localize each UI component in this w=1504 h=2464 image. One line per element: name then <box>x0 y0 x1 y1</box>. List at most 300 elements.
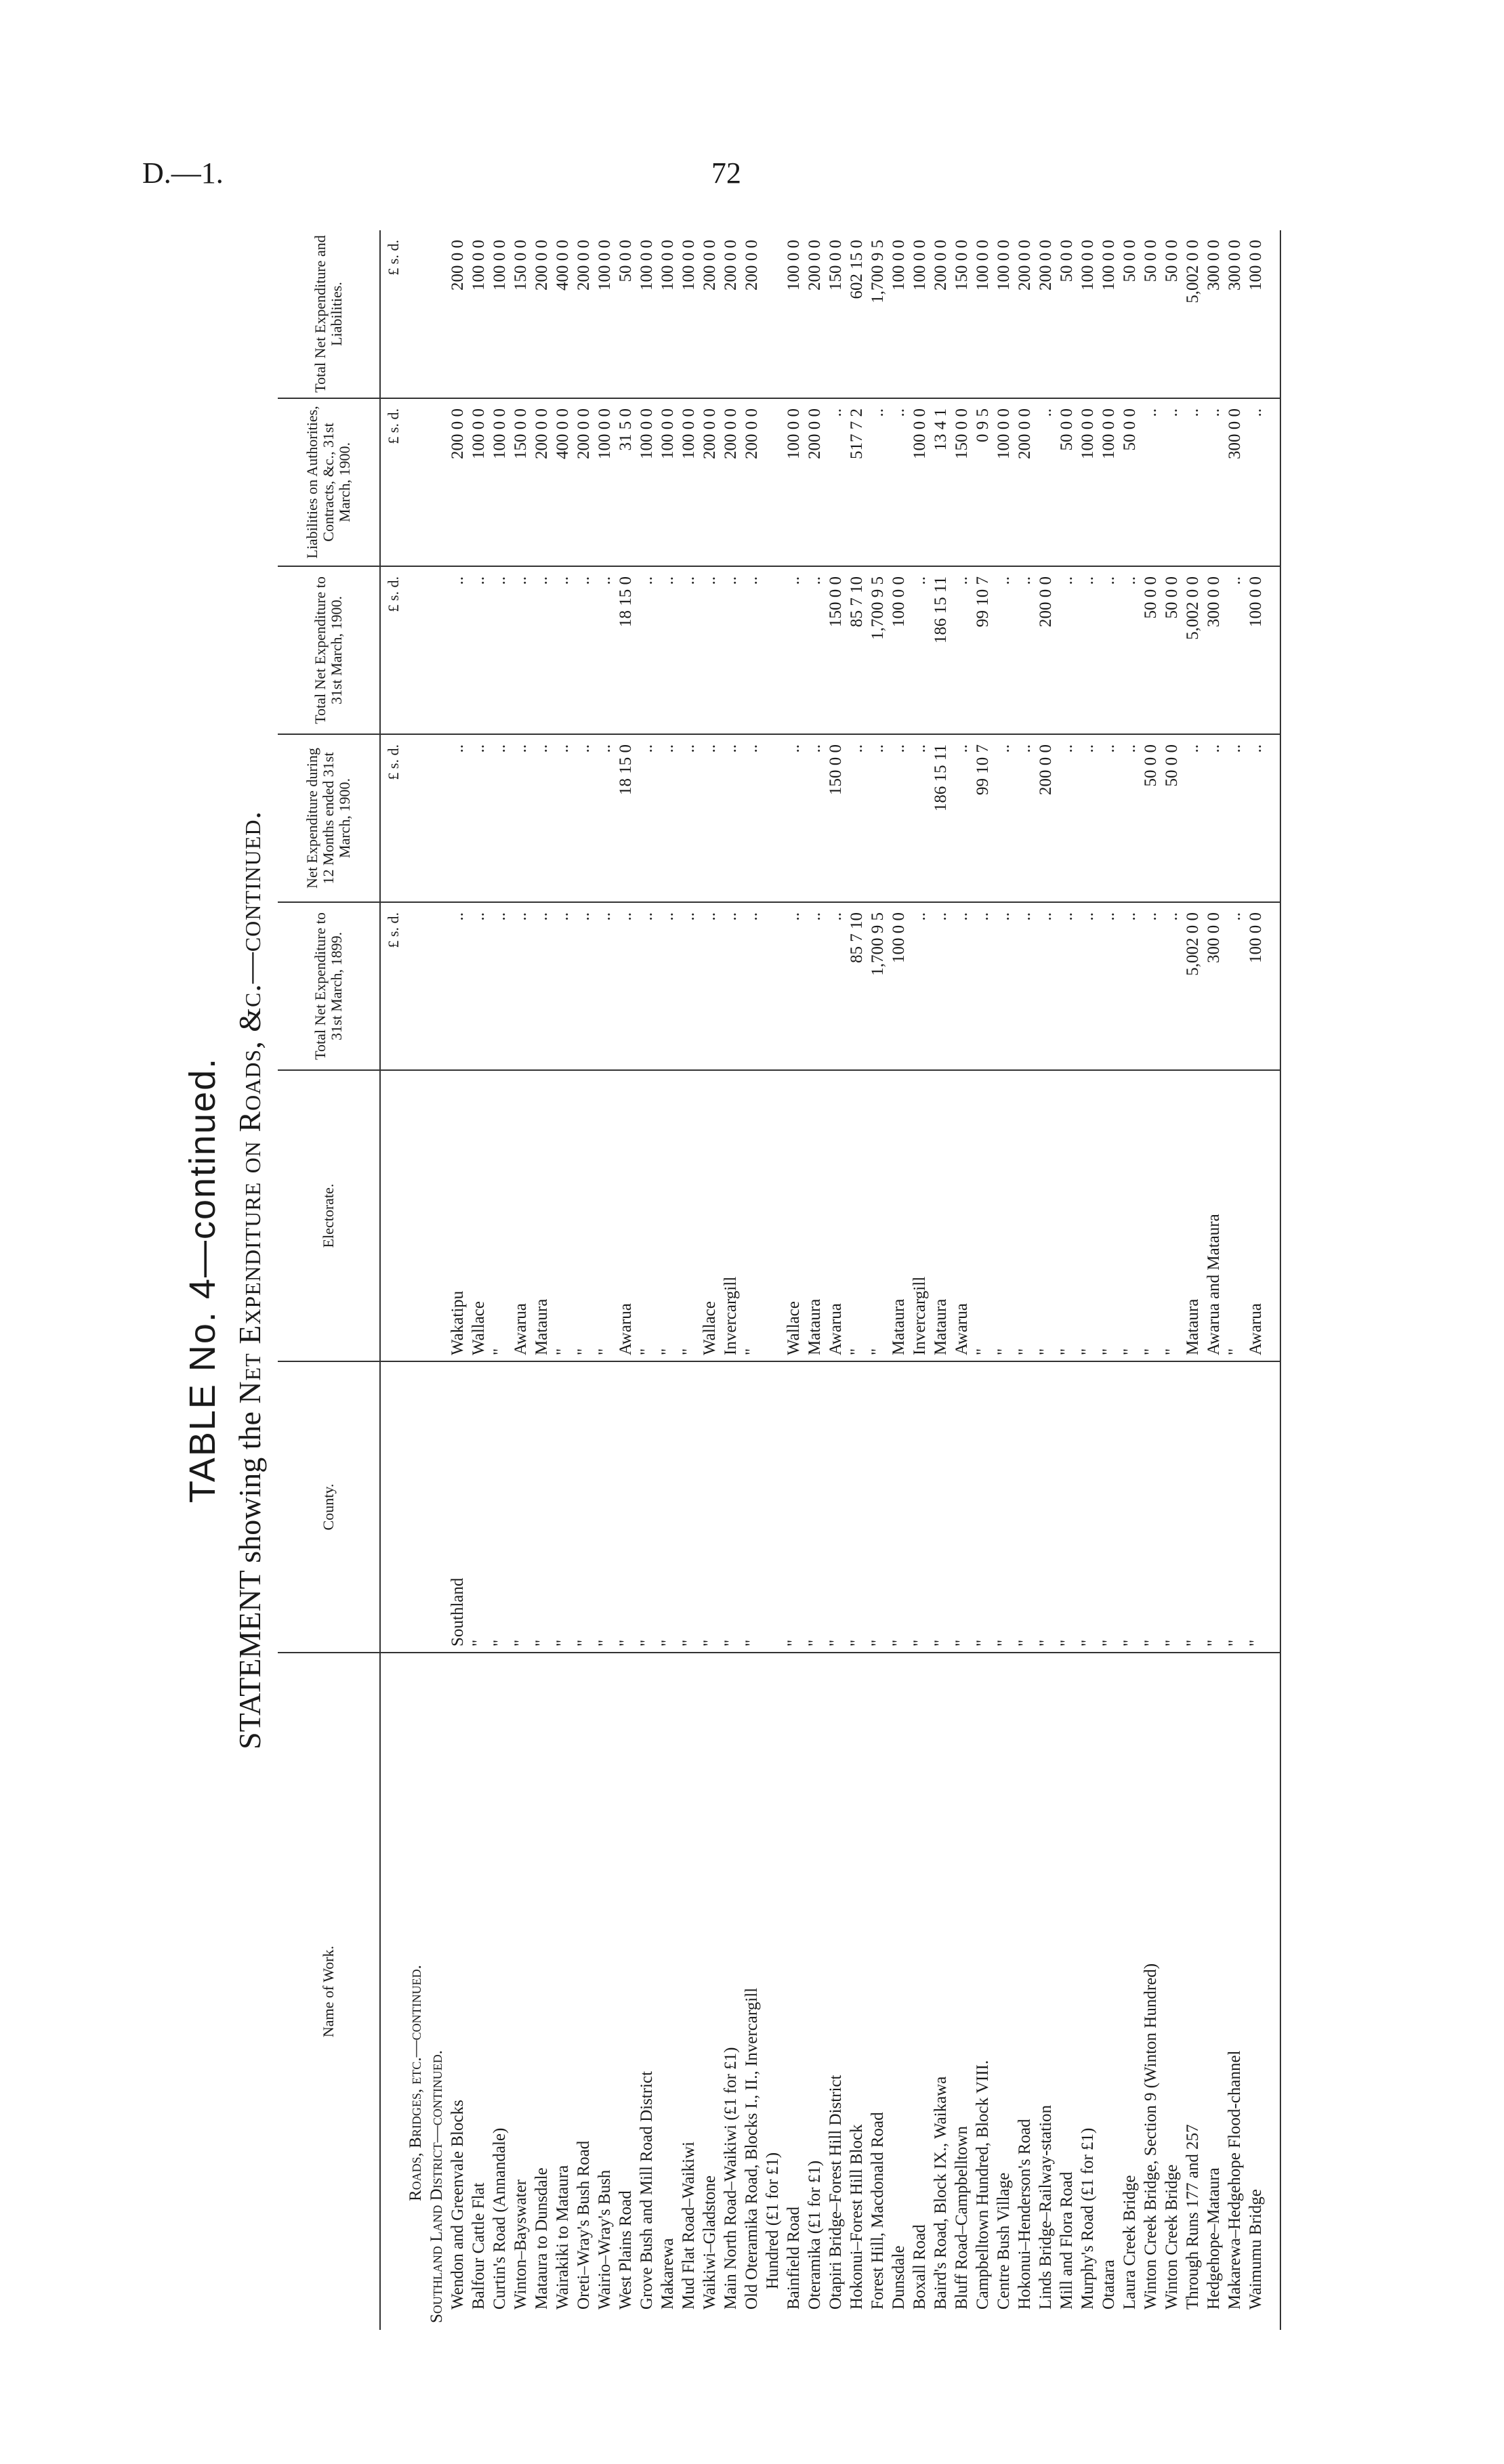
liabilities-cell <box>405 398 426 566</box>
liabilities-cell: 50 0 0 <box>1056 398 1077 566</box>
net-12-months-cell: .. <box>867 734 888 902</box>
table-row <box>1203 230 1224 2330</box>
total-with-liabilities-cell: 50 0 0 <box>1161 230 1182 398</box>
table-row <box>594 230 615 2330</box>
liabilities-cell: .. <box>888 398 909 566</box>
total-1899-cell: 1,700 9 5 <box>867 902 888 1070</box>
electorate-cell: Mataura <box>930 1070 951 1361</box>
liabilities-cell: 200 0 0 <box>699 398 720 566</box>
county-cell: " <box>846 1361 867 1653</box>
net-12-months-cell: .. <box>1014 734 1035 902</box>
county-cell: " <box>573 1361 594 1653</box>
electorate-cell: " <box>1014 1070 1035 1361</box>
liabilities-cell <box>762 398 783 566</box>
total-1899-cell: .. <box>573 902 594 1070</box>
work-name-cell: Balfour Cattle Flat <box>469 2182 488 2310</box>
net-12-months-cell: .. <box>657 734 678 902</box>
total-1899-cell: 100 0 0 <box>1245 902 1266 1070</box>
total-with-liabilities-cell: 602 15 0 <box>846 230 867 398</box>
total-with-liabilities-cell: 200 0 0 <box>804 230 825 398</box>
table-row <box>1140 230 1161 2330</box>
total-with-liabilities-cell: 200 0 0 <box>1014 230 1035 398</box>
total-with-liabilities-cell: 50 0 0 <box>1119 230 1140 398</box>
net-12-months-cell: .. <box>993 734 1014 902</box>
electorate-cell: " <box>1140 1070 1161 1361</box>
total-with-liabilities-cell: 100 0 0 <box>1245 230 1266 398</box>
county-cell: " <box>1203 1361 1224 1653</box>
net-12-months-cell: .. <box>531 734 552 902</box>
total-1900-cell <box>426 566 447 734</box>
header-liabilities: Liabilities on Authorities, Contracts, &c., 31st March, 1900. <box>278 398 380 566</box>
work-name-cell: Murphy's Road (£1 for £1) <box>1079 2127 1097 2310</box>
total-1899-cell: .. <box>804 902 825 1070</box>
work-name-cell: Main North Road–Waikiwi (£1 for £1) <box>722 2047 740 2310</box>
work-name-cell: Bainfield Road <box>785 2206 803 2310</box>
work-name-cell: Mud Flat Road–Waikiwi <box>680 2142 698 2310</box>
county-cell: " <box>1224 1361 1245 1653</box>
electorate-cell <box>762 1070 783 1361</box>
subtitle-smallcaps: Net Expenditure on Roads, &c.—continued. <box>232 811 267 1404</box>
net-12-months-cell: .. <box>1182 734 1203 902</box>
total-1899-cell: .. <box>468 902 489 1070</box>
net-12-months-cell: 200 0 0 <box>1035 734 1056 902</box>
total-with-liabilities-cell: 50 0 0 <box>1140 230 1161 398</box>
county-cell: " <box>1182 1361 1203 1653</box>
electorate-cell <box>405 1070 426 1361</box>
work-name-cell: Mill and Flora Road <box>1058 2171 1076 2310</box>
units-label: £ s. d. <box>380 734 405 902</box>
table-row <box>1182 230 1203 2330</box>
work-name-cell: Oteramika (£1 for £1) <box>806 2160 824 2310</box>
total-1900-cell <box>405 566 426 734</box>
electorate-cell: Awarua <box>510 1070 531 1361</box>
total-1900-cell: 100 0 0 <box>1245 566 1266 734</box>
liabilities-cell: 200 0 0 <box>720 398 741 566</box>
header-net-12-months: Net Expenditure during 12 Months ended 31st March, 1900. <box>278 734 380 902</box>
net-12-months-cell <box>762 734 783 902</box>
total-with-liabilities-cell: 200 0 0 <box>930 230 951 398</box>
total-1899-cell <box>426 902 447 1070</box>
liabilities-cell: 50 0 0 <box>1119 398 1140 566</box>
net-12-months-cell: .. <box>720 734 741 902</box>
work-name-cell: Makarewa <box>659 2238 677 2310</box>
table-title: TABLE No. 4—continued. <box>182 1057 223 1504</box>
total-1900-cell: .. <box>1224 566 1245 734</box>
total-1900-cell: .. <box>594 566 615 734</box>
total-with-liabilities-cell: 100 0 0 <box>1098 230 1119 398</box>
work-name-cell: Centre Bush Village <box>995 2172 1013 2310</box>
electorate-cell: Mataura <box>531 1070 552 1361</box>
total-with-liabilities-cell: 200 0 0 <box>531 230 552 398</box>
work-name-cell: Waimumu Bridge <box>1247 2189 1265 2310</box>
table-row <box>468 230 489 2330</box>
total-with-liabilities-cell: 300 0 0 <box>1203 230 1224 398</box>
table-row <box>783 230 804 2330</box>
table-row <box>1224 230 1245 2330</box>
total-1900-cell: .. <box>720 566 741 734</box>
county-cell: " <box>1245 1361 1266 1653</box>
liabilities-cell: 100 0 0 <box>657 398 678 566</box>
total-1900-cell: .. <box>573 566 594 734</box>
total-1900-cell: .. <box>636 566 657 734</box>
total-1900-cell: 186 15 11 <box>930 566 951 734</box>
total-with-liabilities-cell: 200 0 0 <box>720 230 741 398</box>
county-cell: " <box>972 1361 993 1653</box>
work-name-cell: Roads, Bridges, etc.—continued. <box>406 1965 425 2201</box>
total-with-liabilities-cell: 1,700 9 5 <box>867 230 888 398</box>
electorate-cell: " <box>867 1070 888 1361</box>
table-row <box>657 230 678 2330</box>
rotated-statement <box>169 230 1335 2330</box>
electorate-cell: " <box>636 1070 657 1361</box>
electorate-cell: " <box>594 1070 615 1361</box>
total-with-liabilities-cell: 100 0 0 <box>888 230 909 398</box>
net-12-months-cell: .. <box>783 734 804 902</box>
total-1899-cell: .. <box>909 902 930 1070</box>
total-1900-cell: .. <box>657 566 678 734</box>
net-12-months-cell: .. <box>699 734 720 902</box>
liabilities-cell: .. <box>1161 398 1182 566</box>
total-1899-cell: .. <box>552 902 573 1070</box>
liabilities-cell: .. <box>1035 398 1056 566</box>
total-with-liabilities-cell: 150 0 0 <box>951 230 972 398</box>
table-row <box>615 230 636 2330</box>
county-cell: " <box>699 1361 720 1653</box>
liabilities-cell: 100 0 0 <box>489 398 510 566</box>
electorate-cell: " <box>972 1070 993 1361</box>
electorate-cell: " <box>678 1070 699 1361</box>
liabilities-cell: 100 0 0 <box>594 398 615 566</box>
work-name-cell: Grove Bush and Mill Road District <box>638 2070 656 2310</box>
electorate-cell: Mataura <box>888 1070 909 1361</box>
electorate-cell: " <box>552 1070 573 1361</box>
total-with-liabilities-cell: 300 0 0 <box>1224 230 1245 398</box>
total-1899-cell: .. <box>447 902 468 1070</box>
total-with-liabilities-cell <box>426 230 447 398</box>
electorate-cell: Awarua and Mataura <box>1203 1070 1224 1361</box>
county-cell: " <box>510 1361 531 1653</box>
net-12-months-cell: .. <box>1203 734 1224 902</box>
total-1900-cell: .. <box>510 566 531 734</box>
total-1899-cell: .. <box>1140 902 1161 1070</box>
total-1899-cell: .. <box>1161 902 1182 1070</box>
liabilities-cell: 200 0 0 <box>447 398 468 566</box>
net-12-months-cell <box>426 734 447 902</box>
table-row <box>1077 230 1098 2330</box>
total-1900-cell: 18 15 0 <box>615 566 636 734</box>
county-cell: " <box>888 1361 909 1653</box>
liabilities-cell: 100 0 0 <box>468 398 489 566</box>
total-1899-cell: .. <box>1098 902 1119 1070</box>
electorate-cell: Invercargill <box>909 1070 930 1361</box>
total-1899-cell: .. <box>615 902 636 1070</box>
electorate-cell: " <box>1161 1070 1182 1361</box>
table-row <box>426 230 447 2330</box>
total-1899-cell: .. <box>510 902 531 1070</box>
county-cell: " <box>1077 1361 1098 1653</box>
total-1900-cell: .. <box>489 566 510 734</box>
work-name-cell: Campbelltown Hundred, Block VIII. <box>974 2060 992 2310</box>
work-name-cell: Southland Land District—continued. <box>427 2050 446 2323</box>
work-name-cell: Through Runs 177 and 257 <box>1184 2124 1202 2310</box>
county-cell: " <box>489 1361 510 1653</box>
table-row <box>1161 230 1182 2330</box>
total-1900-cell: 50 0 0 <box>1140 566 1161 734</box>
total-with-liabilities-cell: 200 0 0 <box>699 230 720 398</box>
total-with-liabilities-cell: 150 0 0 <box>825 230 846 398</box>
liabilities-cell: 150 0 0 <box>951 398 972 566</box>
net-12-months-cell: 99 10 7 <box>972 734 993 902</box>
county-cell: " <box>930 1361 951 1653</box>
total-with-liabilities-cell: 100 0 0 <box>909 230 930 398</box>
total-with-liabilities-cell <box>762 230 783 398</box>
work-name-cell: Hedgehope–Mataura <box>1205 2167 1223 2310</box>
net-12-months-cell: .. <box>489 734 510 902</box>
total-1900-cell: 99 10 7 <box>972 566 993 734</box>
work-name-cell: Winton Creek Bridge, Section 9 (Winton Hundred) <box>1142 1963 1160 2310</box>
total-1900-cell: 150 0 0 <box>825 566 846 734</box>
liabilities-cell: 100 0 0 <box>1077 398 1098 566</box>
net-12-months-cell: .. <box>447 734 468 902</box>
total-with-liabilities-cell: 100 0 0 <box>972 230 993 398</box>
electorate-cell: " <box>1077 1070 1098 1361</box>
units-row <box>380 230 405 2330</box>
county-cell: " <box>867 1361 888 1653</box>
liabilities-cell: 200 0 0 <box>741 398 762 566</box>
electorate-cell: " <box>573 1070 594 1361</box>
county-cell <box>762 1361 783 1653</box>
county-cell <box>405 1361 426 1653</box>
county-cell: " <box>1035 1361 1056 1653</box>
county-cell: " <box>594 1361 615 1653</box>
county-cell: " <box>1140 1361 1161 1653</box>
net-12-months-cell: .. <box>468 734 489 902</box>
total-1899-cell: .. <box>930 902 951 1070</box>
net-12-months-cell: 18 15 0 <box>615 734 636 902</box>
total-1899-cell: .. <box>594 902 615 1070</box>
work-name-cell: Wairakiki to Mataura <box>553 2165 572 2310</box>
liabilities-cell: .. <box>825 398 846 566</box>
total-1900-cell: .. <box>741 566 762 734</box>
total-1899-cell: .. <box>972 902 993 1070</box>
liabilities-cell: 200 0 0 <box>531 398 552 566</box>
header-county: County. <box>278 1361 380 1653</box>
county-cell: " <box>825 1361 846 1653</box>
county-cell: " <box>636 1361 657 1653</box>
work-name-cell: Old Oteramika Road, Blocks I., II., Invercargill <box>743 1987 761 2310</box>
total-1900-cell: .. <box>783 566 804 734</box>
electorate-cell <box>426 1070 447 1361</box>
header-electorate: Electorate. <box>278 1070 380 1361</box>
total-1900-cell: 5,002 0 0 <box>1182 566 1203 734</box>
total-1899-cell: .. <box>783 902 804 1070</box>
county-cell: " <box>1014 1361 1035 1653</box>
electorate-cell: " <box>1098 1070 1119 1361</box>
table-row <box>825 230 846 2330</box>
total-with-liabilities-cell: 50 0 0 <box>615 230 636 398</box>
county-cell: " <box>531 1361 552 1653</box>
table-bottom-rule <box>1266 230 1280 2330</box>
total-1899-cell: 300 0 0 <box>1203 902 1224 1070</box>
net-12-months-cell: .. <box>741 734 762 902</box>
table-row <box>510 230 531 2330</box>
total-1900-cell: .. <box>951 566 972 734</box>
county-cell: " <box>720 1361 741 1653</box>
units-label: £ s. d. <box>380 566 405 734</box>
total-1900-cell: .. <box>909 566 930 734</box>
electorate-cell: " <box>1119 1070 1140 1361</box>
header-total-with-liabilities: Total Net Expenditure and Liabilities. <box>278 230 380 398</box>
header-total-1900: Total Net Expenditure to 31st March, 1900. <box>278 566 380 734</box>
table-row <box>1119 230 1140 2330</box>
total-with-liabilities-cell: 100 0 0 <box>783 230 804 398</box>
net-12-months-cell: .. <box>678 734 699 902</box>
work-name-cell: Boxall Road <box>911 2224 929 2310</box>
header-total-1899: Total Net Expenditure to 31st March, 1899. <box>278 902 380 1070</box>
county-cell: " <box>615 1361 636 1653</box>
total-1899-cell: .. <box>1224 902 1245 1070</box>
table-row <box>447 230 468 2330</box>
electorate-cell: Wallace <box>468 1070 489 1361</box>
work-name-cell: Mataura to Dunsdale <box>532 2167 551 2310</box>
units-label: £ s. d. <box>380 398 405 566</box>
total-1899-cell: .. <box>1119 902 1140 1070</box>
net-12-months-cell: .. <box>1056 734 1077 902</box>
electorate-cell: " <box>1224 1070 1245 1361</box>
electorate-cell: Awarua <box>615 1070 636 1361</box>
work-name-cell: Wairio–Wray's Bush <box>596 2169 614 2310</box>
subtitle-prefix: STATEMENT showing the <box>232 1411 267 1749</box>
document-reference: D.—1. <box>142 156 224 190</box>
liabilities-cell: 0 9 5 <box>972 398 993 566</box>
liabilities-cell: 100 0 0 <box>1098 398 1119 566</box>
work-name-cell: Otatara <box>1100 2259 1118 2310</box>
work-name-cell: Hokonui–Forest Hill Block <box>848 2124 866 2310</box>
total-1900-cell: 1,700 9 5 <box>867 566 888 734</box>
total-1899-cell <box>762 902 783 1070</box>
county-cell: " <box>678 1361 699 1653</box>
total-1900-cell: 100 0 0 <box>888 566 909 734</box>
total-with-liabilities-cell: 100 0 0 <box>993 230 1014 398</box>
net-12-months-cell: .. <box>951 734 972 902</box>
total-1900-cell: .. <box>1014 566 1035 734</box>
electorate-cell: " <box>846 1070 867 1361</box>
net-12-months-cell: .. <box>909 734 930 902</box>
table-row <box>489 230 510 2330</box>
total-1899-cell: .. <box>1035 902 1056 1070</box>
county-cell: " <box>657 1361 678 1653</box>
table-row <box>1056 230 1077 2330</box>
electorate-cell: " <box>657 1070 678 1361</box>
liabilities-cell: .. <box>1203 398 1224 566</box>
liabilities-cell: 13 4 1 <box>930 398 951 566</box>
net-12-months-cell: 186 15 11 <box>930 734 951 902</box>
total-1899-cell: .. <box>636 902 657 1070</box>
total-1899-cell: .. <box>531 902 552 1070</box>
liabilities-cell: 100 0 0 <box>909 398 930 566</box>
total-1900-cell: .. <box>447 566 468 734</box>
total-with-liabilities-cell: 50 0 0 <box>1056 230 1077 398</box>
electorate-cell: Invercargill <box>720 1070 741 1361</box>
total-1899-cell: .. <box>741 902 762 1070</box>
net-12-months-cell: .. <box>1077 734 1098 902</box>
total-1899-cell: .. <box>657 902 678 1070</box>
liabilities-cell: 200 0 0 <box>573 398 594 566</box>
total-1900-cell: 300 0 0 <box>1203 566 1224 734</box>
work-name-cell: Curtin's Road (Annandale) <box>490 2127 509 2310</box>
total-1900-cell: .. <box>552 566 573 734</box>
liabilities-cell: 400 0 0 <box>552 398 573 566</box>
work-name-cell: Makarewa–Hedgehope Flood-channel <box>1226 2050 1244 2310</box>
table-row <box>1245 230 1266 2330</box>
county-cell: " <box>741 1361 762 1653</box>
total-with-liabilities-cell: 100 0 0 <box>468 230 489 398</box>
work-name-cell: Linds Bridge–Railway-station <box>1037 2104 1055 2310</box>
table-row <box>804 230 825 2330</box>
net-12-months-cell: .. <box>846 734 867 902</box>
liabilities-cell: 100 0 0 <box>993 398 1014 566</box>
total-with-liabilities-cell: 200 0 0 <box>741 230 762 398</box>
total-1899-cell: .. <box>1077 902 1098 1070</box>
total-1900-cell: .. <box>468 566 489 734</box>
table-row <box>993 230 1014 2330</box>
liabilities-cell: 100 0 0 <box>783 398 804 566</box>
total-1900-cell: .. <box>1098 566 1119 734</box>
work-name-cell: Baird's Road, Block IX., Waikawa <box>932 2076 950 2310</box>
total-1899-cell: .. <box>825 902 846 1070</box>
electorate-cell: Mataura <box>804 1070 825 1361</box>
total-1900-cell: .. <box>531 566 552 734</box>
net-12-months-cell: 50 0 0 <box>1161 734 1182 902</box>
total-with-liabilities-cell: 200 0 0 <box>1035 230 1056 398</box>
net-12-months-cell: .. <box>636 734 657 902</box>
table-row <box>405 230 426 2330</box>
total-1900-cell: .. <box>1119 566 1140 734</box>
electorate-cell: " <box>1035 1070 1056 1361</box>
total-with-liabilities-cell: 100 0 0 <box>678 230 699 398</box>
liabilities-cell: 300 0 0 <box>1224 398 1245 566</box>
total-1900-cell: .. <box>804 566 825 734</box>
county-cell: " <box>993 1361 1014 1653</box>
table-row <box>888 230 909 2330</box>
total-1900-cell <box>762 566 783 734</box>
table-row <box>699 230 720 2330</box>
header-row <box>278 230 380 2330</box>
liabilities-cell: .. <box>1182 398 1203 566</box>
total-with-liabilities-cell: 100 0 0 <box>657 230 678 398</box>
total-1900-cell: 85 7 10 <box>846 566 867 734</box>
total-1899-cell: 100 0 0 <box>888 902 909 1070</box>
net-12-months-cell: .. <box>1119 734 1140 902</box>
total-with-liabilities-cell: 200 0 0 <box>573 230 594 398</box>
total-with-liabilities-cell: 100 0 0 <box>594 230 615 398</box>
total-1900-cell: .. <box>678 566 699 734</box>
table-row <box>573 230 594 2330</box>
total-with-liabilities-cell: 150 0 0 <box>510 230 531 398</box>
county-cell: " <box>552 1361 573 1653</box>
total-1900-cell: 200 0 0 <box>1035 566 1056 734</box>
electorate-cell: Awarua <box>1245 1070 1266 1361</box>
electorate-cell: " <box>489 1070 510 1361</box>
table-row <box>951 230 972 2330</box>
work-name-cell: Waikiwi–Gladstone <box>701 2175 719 2310</box>
work-name-cell: West Plains Road <box>617 2190 635 2310</box>
liabilities-cell: 100 0 0 <box>636 398 657 566</box>
net-12-months-cell: 50 0 0 <box>1140 734 1161 902</box>
electorate-cell: Wakatipu <box>447 1070 468 1361</box>
total-1899-cell: 85 7 10 <box>846 902 867 1070</box>
county-cell: " <box>951 1361 972 1653</box>
